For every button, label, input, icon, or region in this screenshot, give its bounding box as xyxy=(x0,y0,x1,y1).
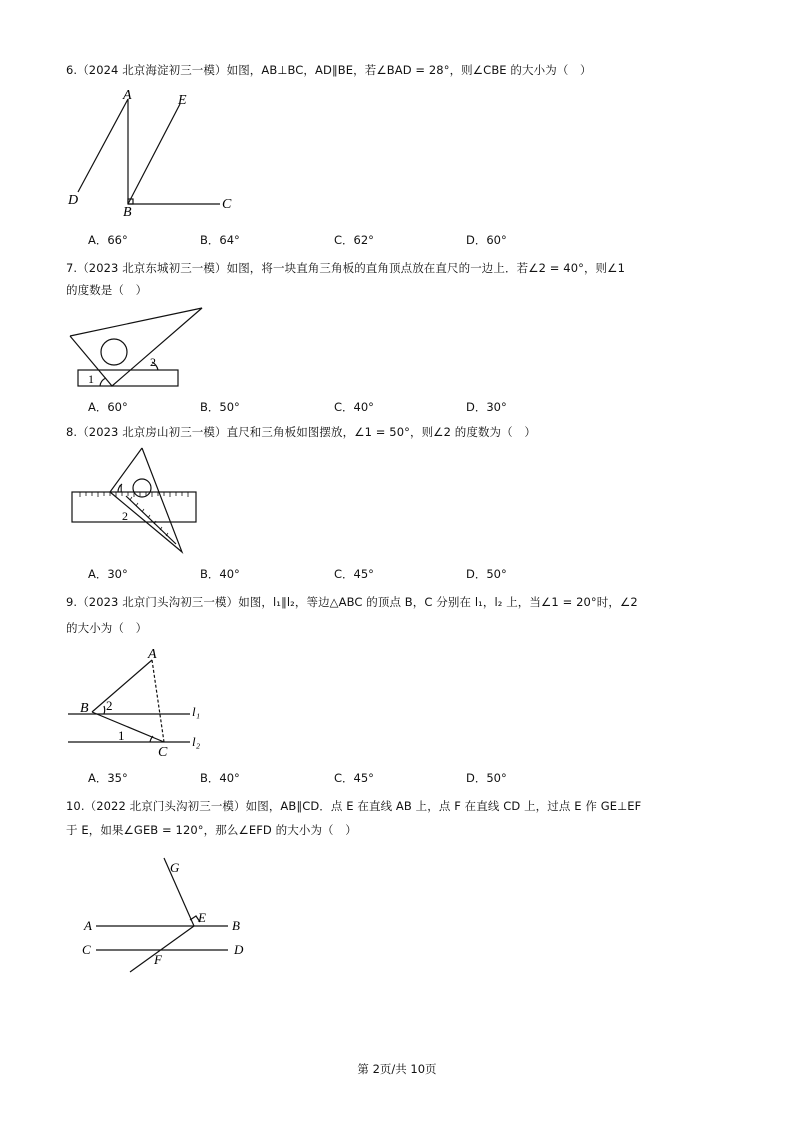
question-9-text-line2: 的大小为（ ） xyxy=(66,621,148,635)
q8-option-a[interactable]: A．30° xyxy=(88,567,128,581)
figure-q10 xyxy=(78,854,258,980)
q9-option-d[interactable]: D．50° xyxy=(466,771,507,785)
fig10-label-b: B xyxy=(232,918,240,933)
figure-q8 xyxy=(66,446,202,556)
figure-q7 xyxy=(62,304,212,394)
fig8-angle-1: 1 xyxy=(118,481,124,495)
question-10-text: 10.（2022 北京门头沟初三一模）如图，AB∥CD．点 E 在直线 AB 上，点 F 在直线 CD 上，过点 E 作 GE⊥EF xyxy=(66,799,642,813)
q9-option-c[interactable]: C．45° xyxy=(334,771,374,785)
fig6-label-e: E xyxy=(178,93,187,108)
q9-option-a[interactable]: A．35° xyxy=(88,771,128,785)
fig6-label-d: D xyxy=(68,193,79,208)
q6-option-d[interactable]: D．60° xyxy=(466,233,507,247)
fig10-label-e: E xyxy=(198,910,206,925)
fig10-label-a: A xyxy=(84,918,92,933)
fig9-label-l2: l₂ xyxy=(192,734,201,749)
q7-option-d[interactable]: D．30° xyxy=(466,400,507,414)
fig8-angle-2: 2 xyxy=(122,509,128,523)
fig9-label-l1: l₁ xyxy=(192,704,201,719)
question-8-text: 8.（2023 北京房山初三一模）直尺和三角板如图摆放，∠1 = 50°，则∠2 的度数为（ ） xyxy=(66,425,536,439)
fig6-label-c: C xyxy=(222,197,232,212)
fig10-label-g: G xyxy=(170,860,180,875)
page-footer: 第 2页/共 10页 xyxy=(357,1062,437,1076)
q7-option-c[interactable]: C．40° xyxy=(334,400,374,414)
q7-option-a[interactable]: A．60° xyxy=(88,400,128,414)
fig9-angle-1: 1 xyxy=(118,728,125,743)
q6-option-a[interactable]: A．66° xyxy=(88,233,128,247)
fig9-label-b: B xyxy=(80,701,89,716)
fig9-angle-2: 2 xyxy=(106,698,113,713)
question-7-text: 7.（2023 北京东城初三一模）如图，将一块直角三角板的直角顶点放在直尺的一边上．若∠2 = 40°，则∠1 xyxy=(66,261,625,275)
fig10-label-f: F xyxy=(154,952,162,967)
question-6-text: 6.（2024 北京海淀初三一模）如图，AB⊥BC，AD∥BE，若∠BAD = 28°，则∠CBE 的大小为（ ） xyxy=(66,63,592,77)
q8-option-d[interactable]: D．50° xyxy=(466,567,507,581)
question-7-text-line2: 的度数是（ ） xyxy=(66,283,148,297)
fig9-label-c: C xyxy=(158,745,168,760)
question-9-text: 9.（2023 北京门头沟初三一模）如图，l₁∥l₂，等边△ABC 的顶点 B，C 分别在 l₁，l₂ 上，当∠1 = 20°时，∠2 xyxy=(66,595,638,609)
fig7-angle-2: 2 xyxy=(150,355,156,369)
fig10-label-d: D xyxy=(234,942,244,957)
fig9-label-a: A xyxy=(148,647,157,662)
figure-q6 xyxy=(60,84,240,220)
fig6-label-b: B xyxy=(123,205,132,220)
question-10-text-line2: 于 E，如果∠GEB = 120°，那么∠EFD 的大小为（ ） xyxy=(66,823,357,837)
q9-option-b[interactable]: B．40° xyxy=(200,771,240,785)
q6-option-b[interactable]: B．64° xyxy=(200,233,240,247)
q7-option-b[interactable]: B．50° xyxy=(200,400,240,414)
fig6-label-a: A xyxy=(123,88,132,103)
fig7-angle-1: 1 xyxy=(88,372,94,386)
q8-option-c[interactable]: C．45° xyxy=(334,567,374,581)
q6-option-c[interactable]: C．62° xyxy=(334,233,374,247)
fig10-label-c: C xyxy=(82,942,91,957)
q8-option-b[interactable]: B．40° xyxy=(200,567,240,581)
figure-q9 xyxy=(66,644,216,760)
